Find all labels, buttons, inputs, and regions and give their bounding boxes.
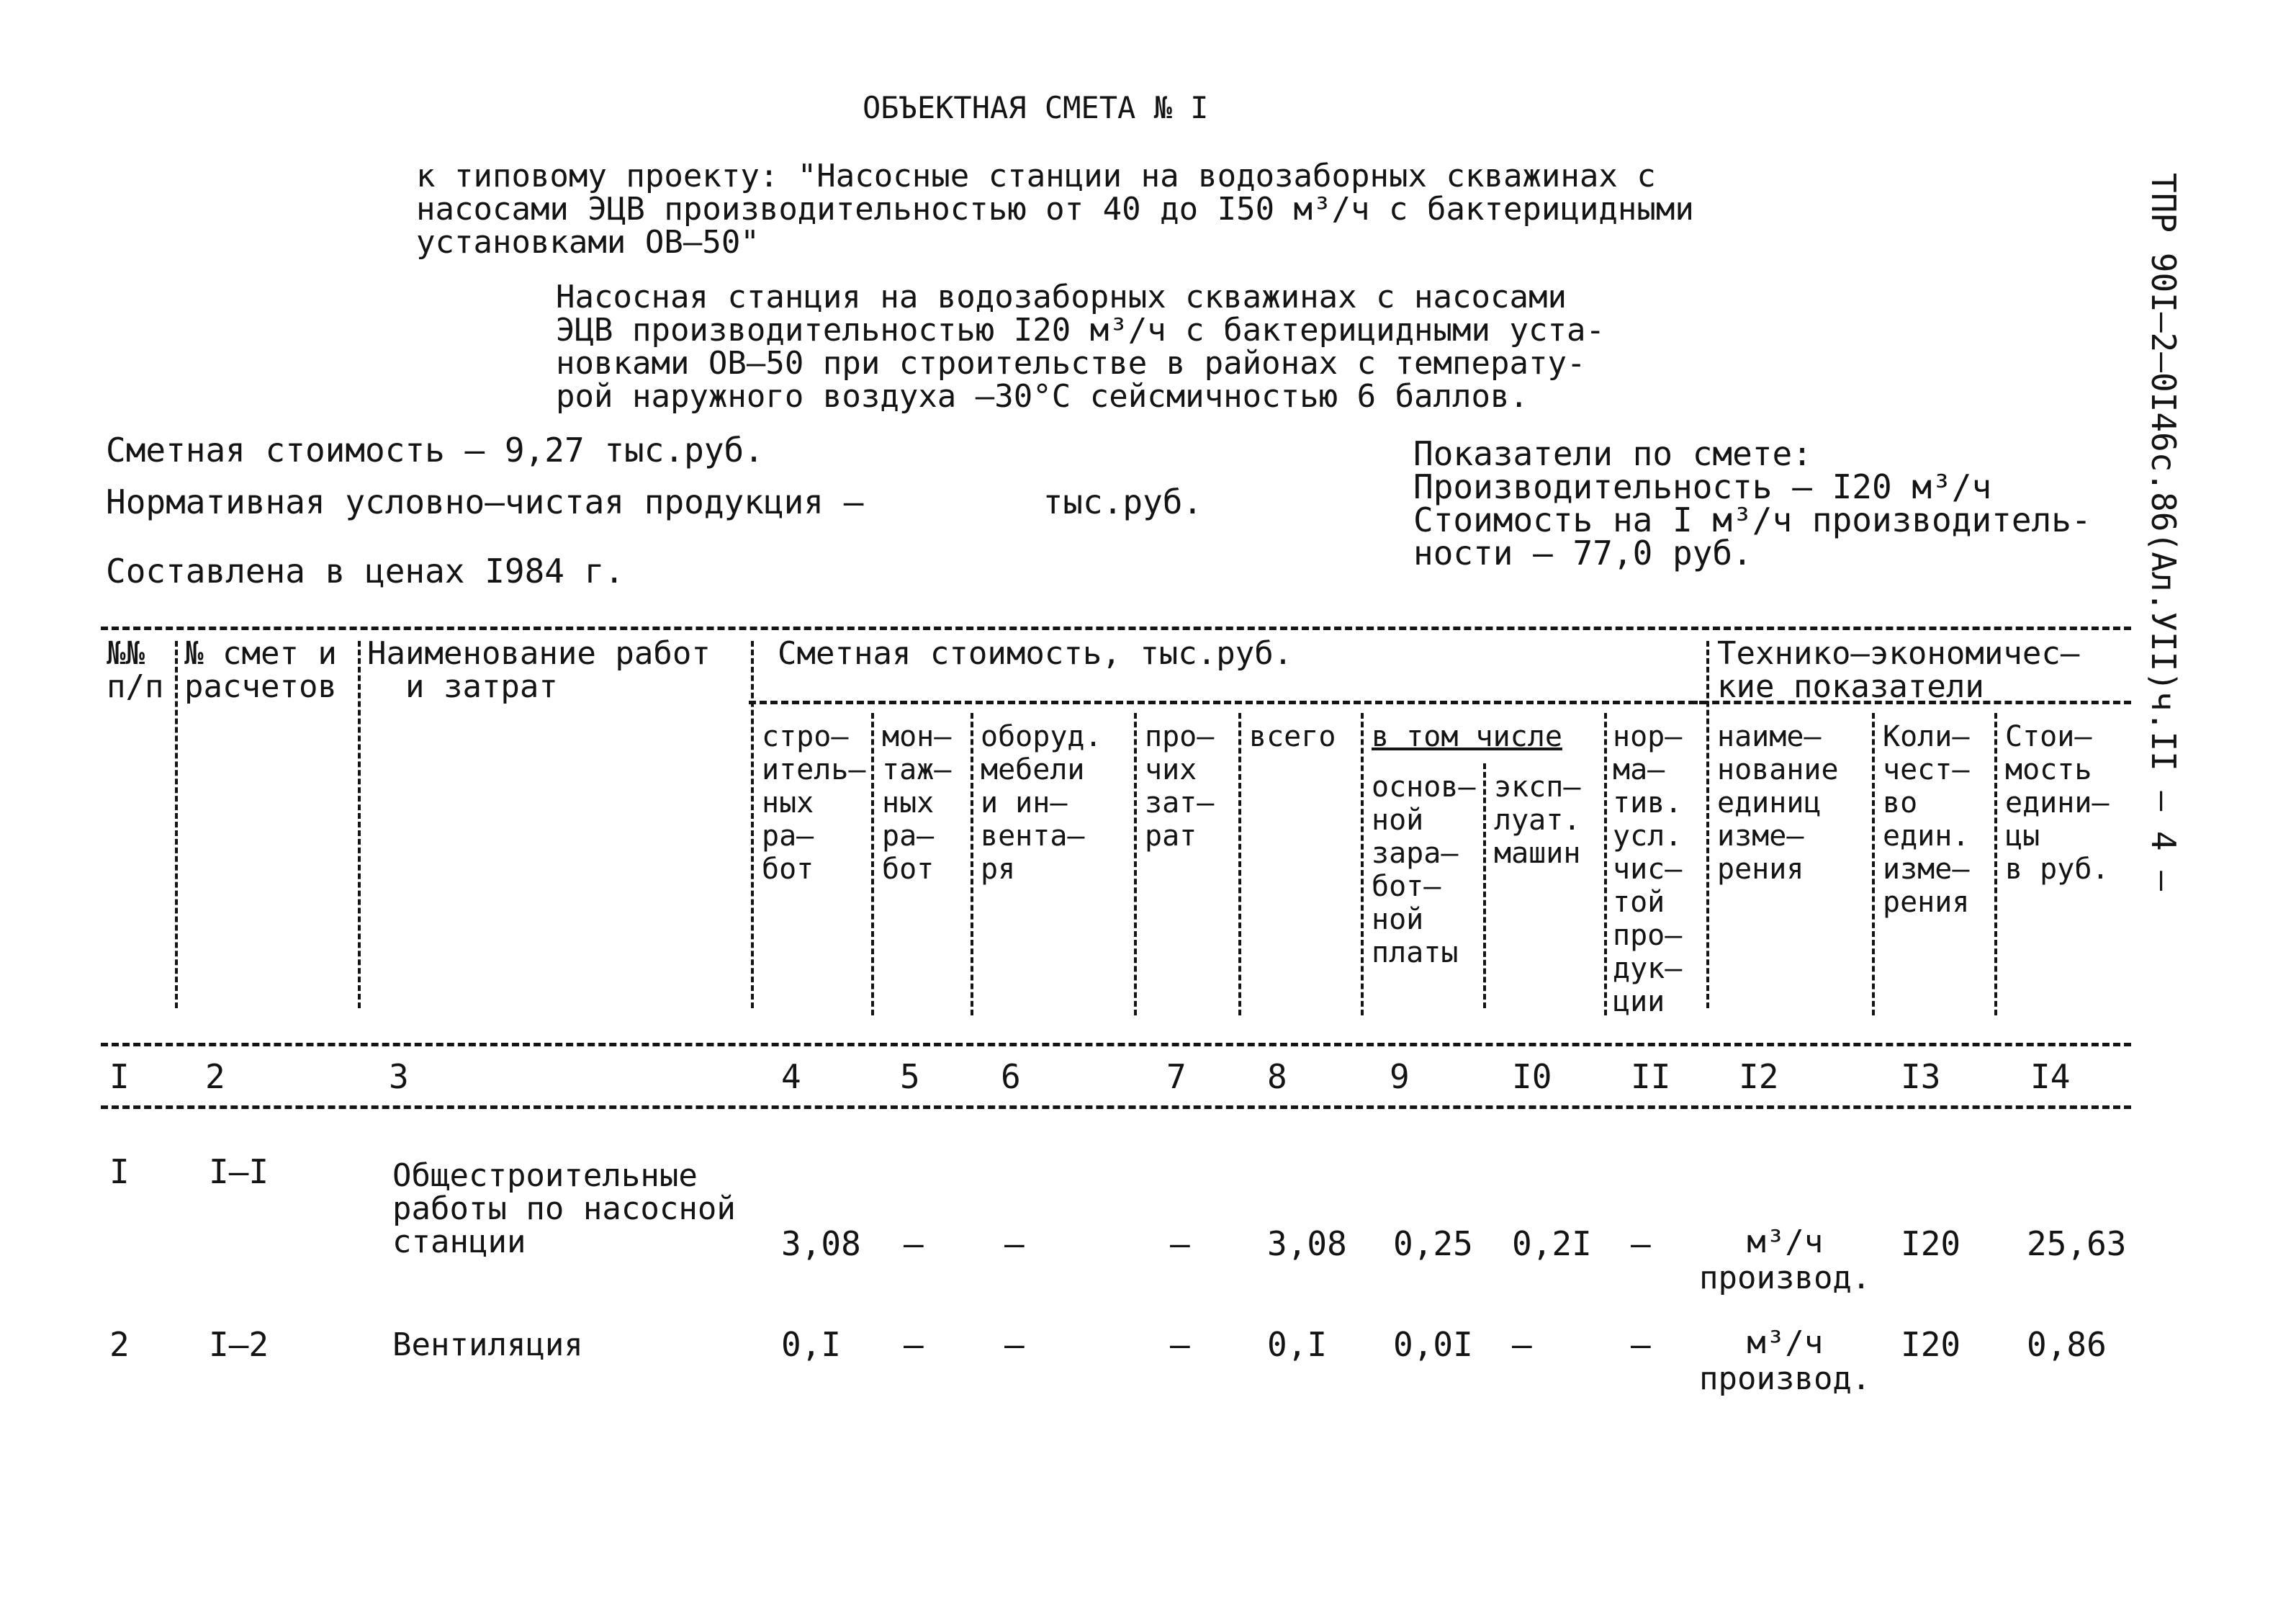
station-line-4: рой наружного воздуха –30°С сейсмичностью 6 баллов.	[556, 378, 1529, 415]
col-sep	[1483, 763, 1486, 1008]
col-number: I3	[1901, 1057, 1941, 1096]
station-line-3: новками ОВ–50 при строительстве в районах с температу-	[556, 345, 1586, 382]
row-unit: м³/ч производ.	[1699, 1324, 1871, 1397]
header-tech-group: Технико–экономичес– кие показатели	[1717, 635, 2080, 705]
col-sep	[1872, 713, 1875, 1015]
project-line-3: установками ОВ–50"	[416, 224, 760, 261]
indicator-capacity: Производительность – I20 м³/ч	[1413, 467, 1992, 506]
header-construction: стро– итель– ных ра– бот	[762, 720, 866, 886]
header-estimate-ref: № смет и расчетов	[184, 635, 337, 705]
col-number: I2	[1739, 1057, 1779, 1096]
page-title: ОБЪЕКТНАЯ СМЕТА № I	[863, 90, 1209, 125]
col-number: 2	[205, 1057, 225, 1096]
price-basis: Составлена в ценах I984 г.	[106, 552, 625, 591]
row-unit-cost: 0,86	[2027, 1325, 2107, 1364]
row-number: 2	[109, 1325, 130, 1364]
row-quantity: I20	[1901, 1224, 1961, 1263]
header-work-name: Наименование работ и затрат	[367, 635, 711, 705]
col-sep	[358, 641, 361, 1008]
row-ref: I–I	[209, 1152, 269, 1191]
row-construction: 0,I	[781, 1325, 842, 1364]
col-sep	[1361, 713, 1364, 1015]
header-unit-cost: Стои– мость едини– цы в руб.	[2005, 720, 2110, 886]
col-sep	[1706, 641, 1709, 1008]
row-other: –	[1170, 1224, 1190, 1263]
row-ref: I–2	[209, 1325, 269, 1364]
row-normative: –	[1631, 1325, 1651, 1364]
row-machines: –	[1512, 1325, 1532, 1364]
row-quantity: I20	[1901, 1325, 1961, 1364]
header-normative: нор– ма– тив. усл. чис– той про– дук– ции	[1613, 720, 1683, 1018]
document-code: ТПР 90I–2–0I46с.86(Ал.УII)ч.II – 4 –	[2144, 173, 2183, 891]
col-sep	[175, 641, 178, 1008]
header-wages: основ– ной зара– бот– ной платы	[1372, 771, 1476, 969]
col-number: I	[109, 1057, 130, 1096]
col-number: 9	[1390, 1057, 1410, 1096]
row-equipment: –	[1004, 1325, 1025, 1364]
row-other: –	[1170, 1325, 1190, 1364]
row-machines: 0,2I	[1512, 1224, 1592, 1263]
station-line-2: ЭЦВ производительностью I20 м³/ч с бактерицидными уста-	[556, 312, 1605, 349]
row-construction: 3,08	[781, 1224, 861, 1263]
estimate-cost: Сметная стоимость – 9,27 тыс.руб.	[106, 431, 764, 470]
station-line-1: Насосная станция на водозаборных скважинах с насосами	[556, 279, 1567, 315]
row-wages: 0,25	[1393, 1224, 1473, 1263]
row-total: 0,I	[1267, 1325, 1328, 1364]
row-total: 3,08	[1267, 1224, 1347, 1263]
header-row-number: №№ п/п	[107, 635, 164, 705]
project-line-1: к типовому проекту: "Насосные станции на водозаборных скважинах с	[416, 158, 1656, 194]
header-bottom-rule	[101, 1043, 2131, 1046]
normative-product: Нормативная условно–чистая продукция – тыс.руб.	[106, 482, 1203, 521]
row-unit: м³/ч производ.	[1699, 1224, 1871, 1296]
col-sep	[751, 641, 754, 1008]
header-including: в том числе	[1372, 720, 1562, 753]
row-name: Общестроительные работы по насосной станции	[392, 1157, 736, 1260]
col-number: 7	[1166, 1057, 1187, 1096]
header-other: про– чих зат– рат	[1145, 720, 1215, 853]
header-quantity: Коли– чест– во един. изме– рения	[1883, 720, 1970, 919]
header-installation: мон– таж– ных ра– бот	[882, 720, 952, 886]
row-equipment: –	[1004, 1224, 1025, 1263]
col-number: 4	[781, 1057, 801, 1096]
col-sep	[1134, 713, 1137, 1015]
row-installation: –	[904, 1224, 924, 1263]
row-name: Вентиляция	[392, 1327, 583, 1363]
table-top-rule	[101, 627, 2131, 630]
col-sep	[1994, 713, 1997, 1015]
indicator-unit-cost: Стоимость на I м³/ч производитель-	[1413, 500, 2092, 539]
cost-subheader-rule	[749, 701, 1706, 704]
header-machines: эксп– луат. машин	[1494, 771, 1581, 870]
header-unit-name: наиме– нование единиц изме– рения	[1717, 720, 1839, 886]
row-installation: –	[904, 1325, 924, 1364]
header-cost-group: Сметная стоимость, тыс.руб.	[778, 635, 1293, 672]
row-wages: 0,0I	[1393, 1325, 1473, 1364]
col-sep	[871, 713, 874, 1015]
col-number: I0	[1512, 1057, 1552, 1096]
header-equipment: оборуд. мебели и ин– вента– ря	[981, 720, 1102, 886]
col-number: II	[1631, 1057, 1671, 1096]
indicators-title: Показатели по смете:	[1413, 434, 1812, 473]
col-sep	[1238, 713, 1241, 1015]
col-number: 3	[389, 1057, 409, 1096]
row-number: I	[109, 1152, 130, 1191]
col-number-rule	[101, 1105, 2131, 1109]
col-number: 5	[900, 1057, 920, 1096]
indicator-unit-cost-cont: ности – 77,0 руб.	[1413, 534, 1752, 573]
row-normative: –	[1631, 1224, 1651, 1263]
header-total: всего	[1249, 720, 1336, 753]
col-number: 6	[1001, 1057, 1021, 1096]
col-number: I4	[2030, 1057, 2071, 1096]
col-sep	[1604, 713, 1607, 1015]
project-line-2: насосами ЭЦВ производительностью от 40 до I50 м³/ч с бактерицидными	[416, 191, 1694, 228]
row-unit-cost: 25,63	[2027, 1224, 2127, 1263]
col-sep	[971, 713, 973, 1015]
col-number: 8	[1267, 1057, 1287, 1096]
